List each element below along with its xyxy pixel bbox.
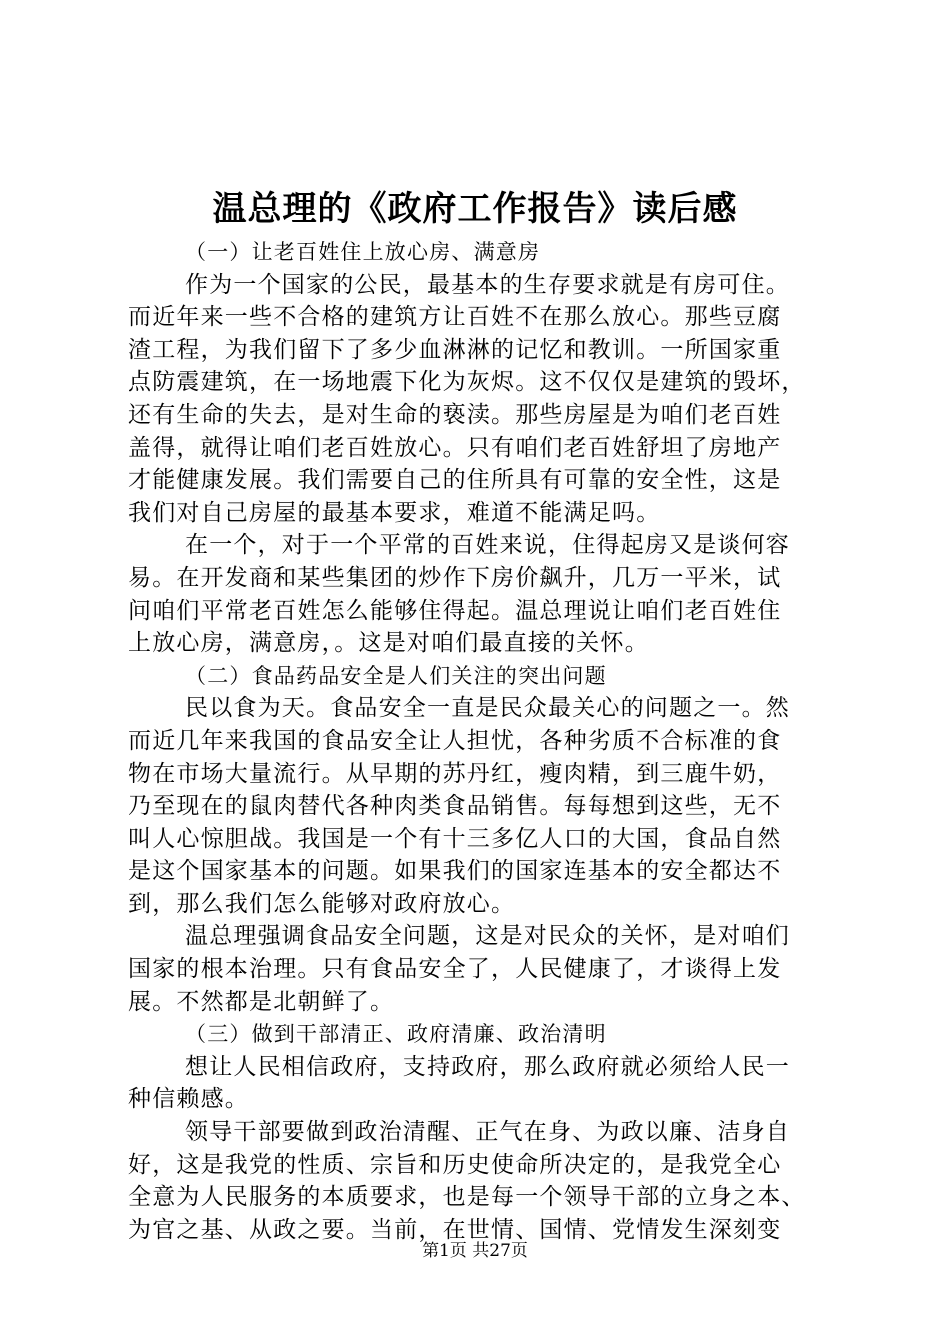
paragraph-line: 而近几年来我国的食品安全让人担忧，各种劣质不合标准的食 [128, 727, 782, 754]
paragraph-line: 才能健康发展。我们需要自己的住所具有可靠的安全性，这是 [128, 467, 782, 494]
paragraph-line: 种信赖感。 [128, 1086, 249, 1113]
section-heading: （一）让老百姓住上放心房、满意房 [185, 240, 541, 264]
paragraph-line: 展。不然都是北朝鲜了。 [128, 988, 395, 1015]
paragraph-line: 想让人民相信政府，支持政府，那么政府就必须给人民一 [185, 1053, 790, 1080]
paragraph-line: 点防震建筑，在一场地震下化为灰烬。这不仅仅是建筑的毁坏， [128, 369, 806, 396]
paragraph-line: 上放心房，满意房，。这是对咱们最直接的关怀。 [128, 630, 649, 657]
paragraph-line: 易。在开发商和某些集团的炒作下房价飙升，几万一平米，试 [128, 564, 782, 591]
paragraph-line: 物在市场大量流行。从早期的苏丹红，瘦肉精，到三鹿牛奶， [128, 760, 782, 787]
paragraph-line: 领导干部要做到政治清醒、正气在身、为政以廉、洁身自 [185, 1119, 790, 1146]
document-body [128, 236, 833, 1246]
paragraph-line: 在一个，对于一个平常的百姓来说，住得起房又是谈何容 [185, 532, 790, 559]
section-heading: （三）做到干部清正、政府清廉、政治清明 [185, 1022, 607, 1047]
paragraph-line: 国家的根本治理。只有食品安全了，人民健康了，才谈得上发 [128, 956, 782, 983]
paragraph-line: 好，这是我党的性质、宗旨和历史使命所决定的，是我党全心 [128, 1151, 782, 1178]
paragraph-line: 叫人心惊胆战。我国是一个有十三多亿人口的大国，食品自然 [128, 825, 782, 852]
paragraph-line: 到，那么我们怎么能够对政府放心。 [128, 890, 516, 917]
paragraph-line: 盖得，就得让咱们老百姓放心。只有咱们老百姓舒坦了房地产 [128, 434, 782, 461]
paragraph-line: 温总理强调食品安全问题，这是对民众的关怀，是对咱们 [185, 923, 790, 950]
paragraph-line: 渣工程，为我们留下了多少血淋淋的记忆和教训。一所国家重 [128, 336, 782, 363]
section-heading: （二）食品药品安全是人们关注的突出问题 [185, 663, 607, 688]
paragraph-line: 还有生命的失去，是对生命的亵渎。那些房屋是为咱们老百姓 [128, 401, 782, 428]
paragraph-line: 为官之基、从政之要。当前，在世情、国情、党情发生深刻变 [128, 1216, 782, 1243]
paragraph-line: 而近年来一些不合格的建筑方让百姓不在那么放心。那些豆腐 [128, 304, 782, 331]
paragraph-line: 民以食为天。食品安全一直是民众最关心的问题之一。然 [185, 695, 790, 722]
paragraph-line: 我们对自己房屋的最基本要求，难道不能满足吗。 [128, 499, 661, 526]
document-title: 温总理的《政府工作报告》读后感 [212, 189, 738, 229]
paragraph-line: 问咱们平常老百姓怎么能够住得起。温总理说让咱们老百姓住 [128, 597, 782, 624]
paragraph-line: 作为一个国家的公民，最基本的生存要求就是有房可住。 [185, 271, 790, 298]
paragraph-line: 乃至现在的鼠肉替代各种肉类食品销售。每每想到这些，无不 [128, 793, 782, 820]
page-indicator: 第1页 共27页 [422, 1241, 528, 1261]
paragraph-line: 是这个国家基本的问题。如果我们的国家连基本的安全都达不 [128, 858, 782, 885]
paragraph-line: 全意为人民服务的本质要求，也是每一个领导干部的立身之本、 [128, 1184, 806, 1211]
